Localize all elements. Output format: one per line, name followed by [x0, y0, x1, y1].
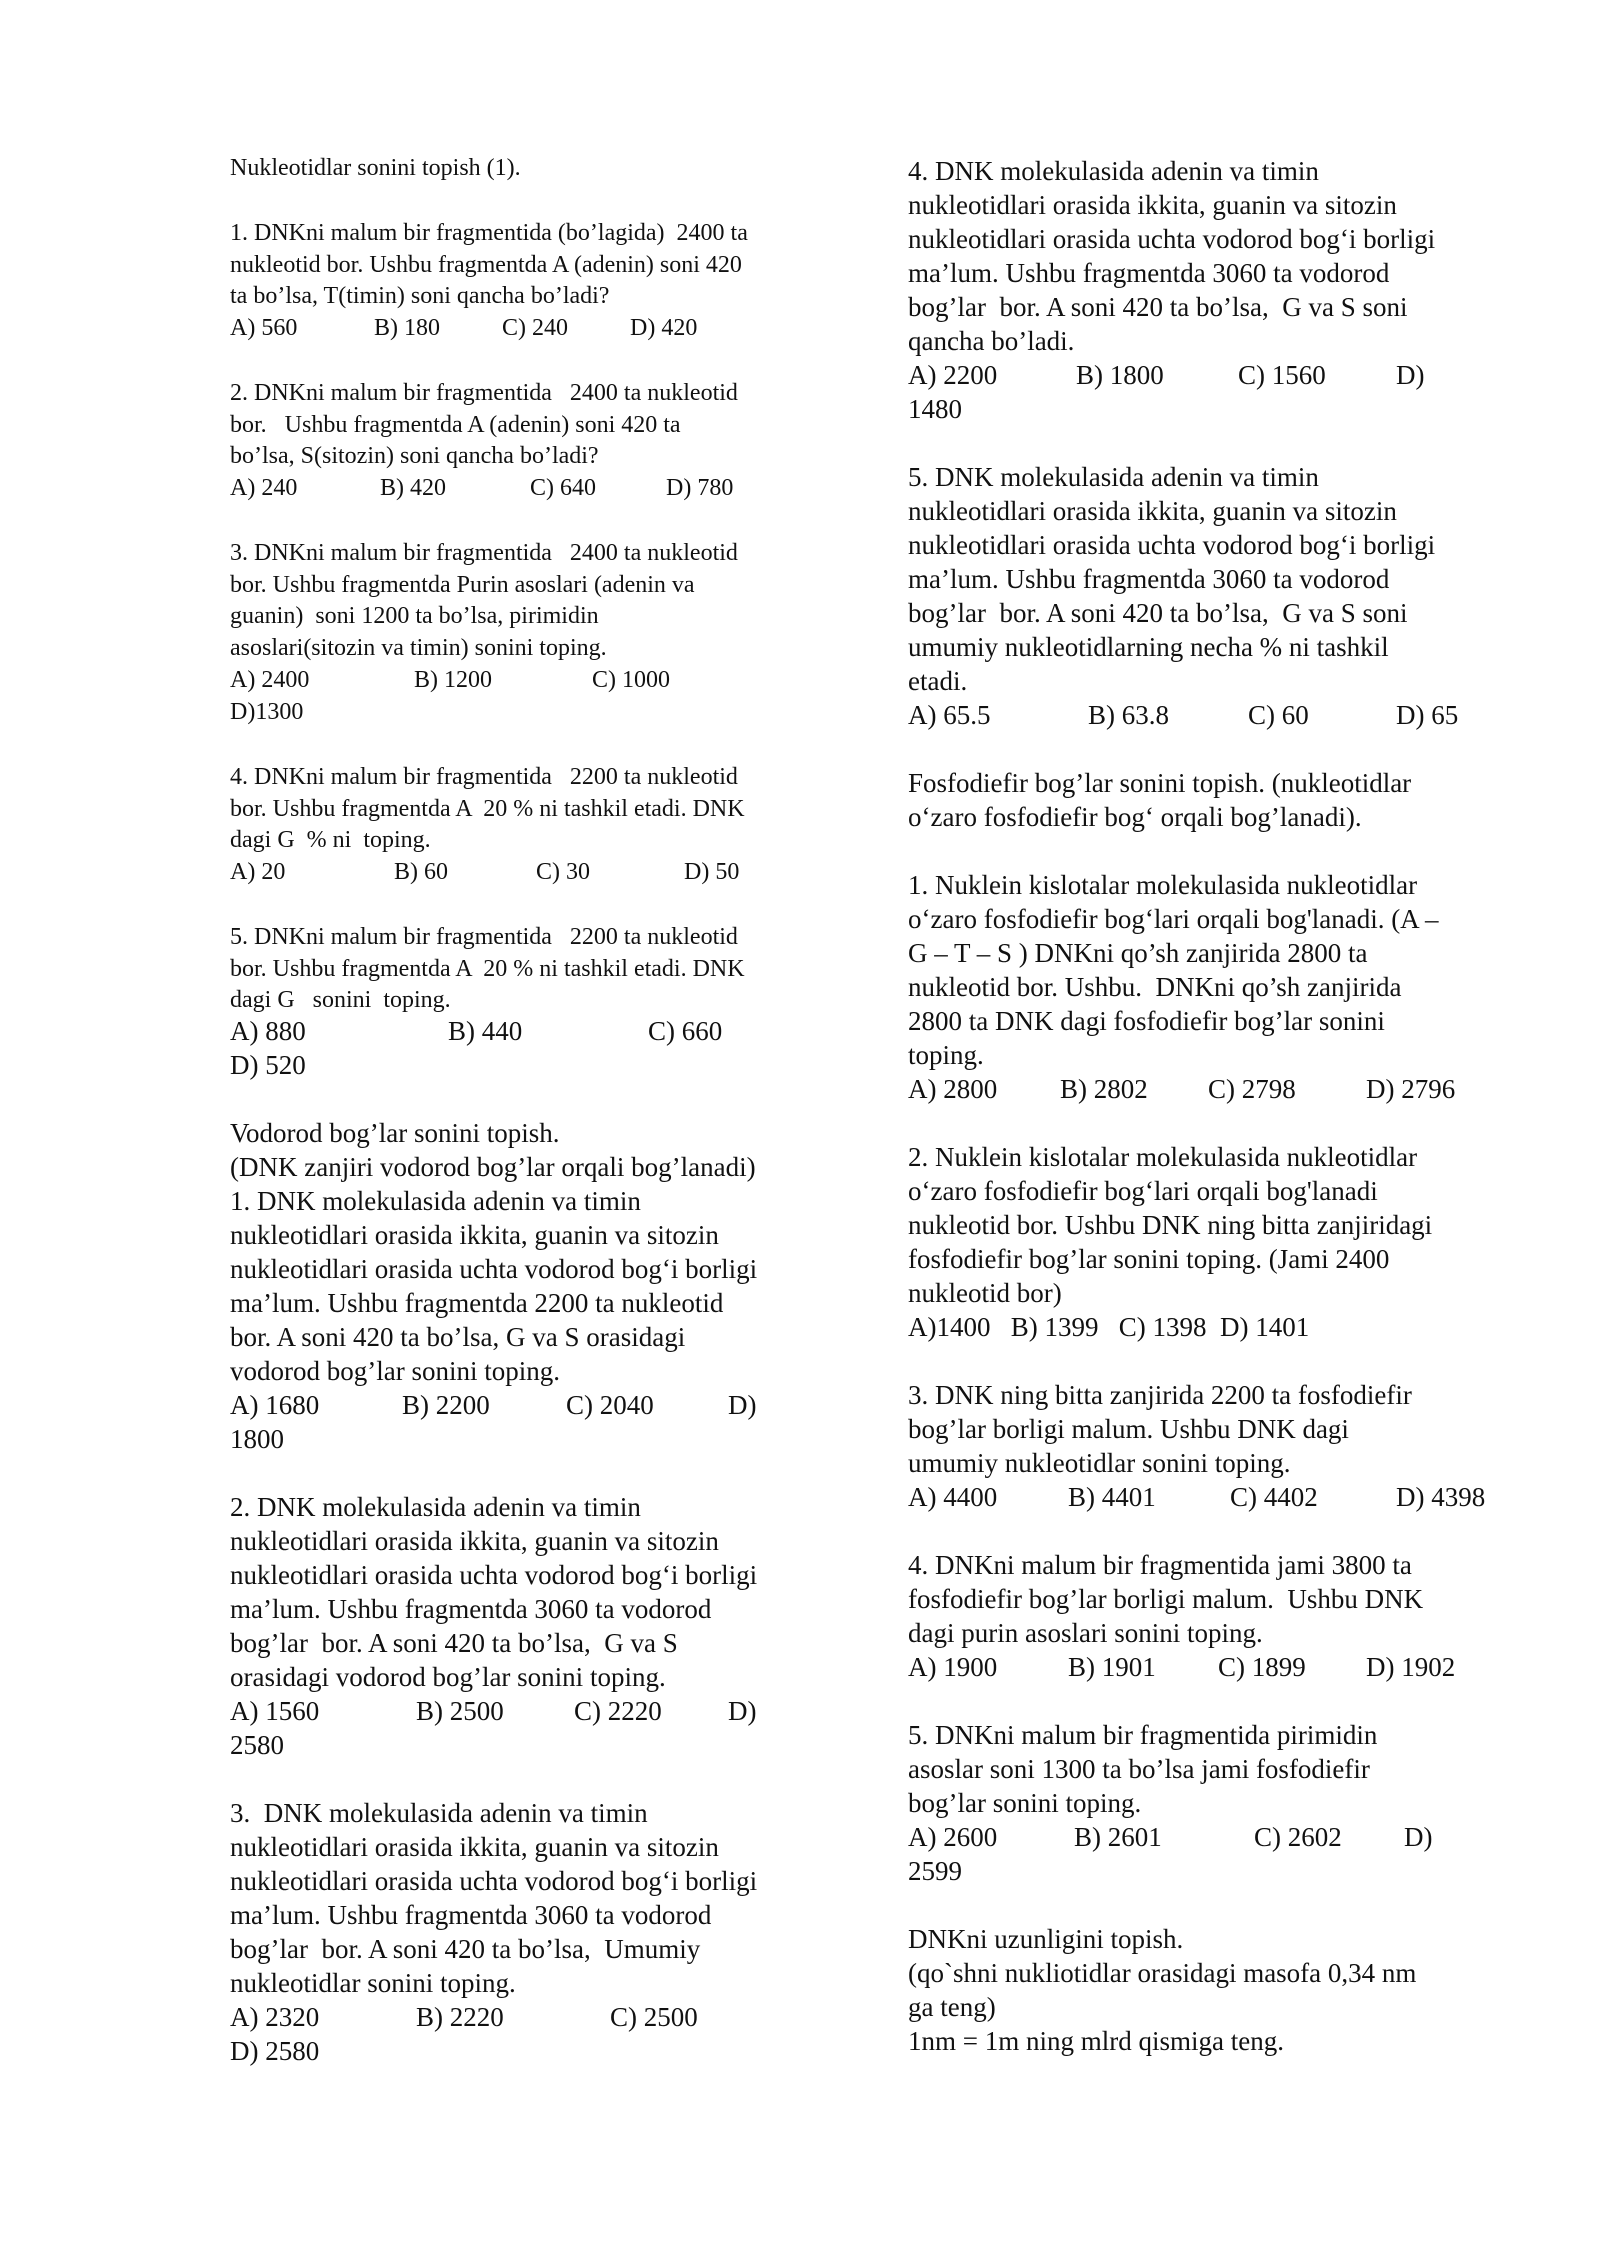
- question-2-text: bor. Ushbu fragmentda A (adenin) soni 420 ta: [230, 412, 681, 438]
- question-3-text: asoslari(sitozin va timin) sonini toping.: [230, 635, 607, 661]
- question-4-text: dagi G % ni toping.: [230, 827, 431, 853]
- hydrogen-question-1-text: nukleotidlari orasida uchta vodorod bog‘i borligi: [230, 1254, 758, 1284]
- answer-option-b: B) 4401: [1068, 1482, 1156, 1512]
- answer-option-b: B) 1200: [414, 667, 492, 693]
- answer-option-d-value: 2599: [908, 1856, 962, 1886]
- answer-option-b: B) 2200: [402, 1390, 490, 1420]
- hydrogen-question-1-text: bor. A soni 420 ta bo’lsa, G va S orasidagi: [230, 1322, 686, 1352]
- hydrogen-question-5-text: umumiy nukleotidlarning necha % ni tashkil: [908, 632, 1389, 662]
- answer-option-d: D) 50: [684, 859, 740, 885]
- question-3-text: guanin) soni 1200 ta bo’lsa, pirimidin: [230, 603, 599, 629]
- phosphodiester-question-1-text: 2800 ta DNK dagi fosfodiefir bog’lar sonini: [908, 1006, 1385, 1036]
- answer-option-b: B) 420: [380, 475, 446, 501]
- answer-option-a: A) 880: [230, 1016, 306, 1046]
- answer-option-a: A) 2400: [230, 667, 310, 693]
- hydrogen-question-2-text: nukleotidlari orasida ikkita, guanin va sitozin: [230, 1526, 719, 1556]
- hydrogen-question-3-text: nukleotidlari orasida ikkita, guanin va sitozin: [230, 1832, 719, 1862]
- answer-option-d: D) 2580: [230, 2036, 320, 2066]
- answer-option-c: C) 2798: [1208, 1074, 1296, 1104]
- answer-option-d: D) 2796: [1366, 1074, 1456, 1104]
- phosphodiester-question-1-text: G – T – S ) DNKni qo’sh zanjirida 2800 ta: [908, 938, 1368, 968]
- answer-option-a: A) 20: [230, 859, 286, 885]
- phosphodiester-question-4-text: 4. DNKni malum bir fragmentida jami 3800 ta: [908, 1550, 1412, 1580]
- answer-option-a: A) 2600: [908, 1822, 998, 1852]
- section-title-dna-length: DNKni uzunligini topish.: [908, 1924, 1184, 1954]
- section-note: 1nm = 1m ning mlrd qismiga teng.: [908, 2026, 1284, 2056]
- phosphodiester-question-2-text: nukleotid bor. Ushbu DNK ning bitta zanjiridagi: [908, 1210, 1433, 1240]
- answer-option-c: C) 2040: [566, 1390, 654, 1420]
- answer-option-c: C) 4402: [1230, 1482, 1318, 1512]
- answer-option-b: B) 2601: [1074, 1822, 1162, 1852]
- hydrogen-question-4-text: nukleotidlari orasida uchta vodorod bog‘i borligi: [908, 224, 1436, 254]
- phosphodiester-question-3-text: umumiy nukleotidlar sonini toping.: [908, 1448, 1291, 1478]
- question-2-text: bo’lsa, S(sitozin) soni qancha bo’ladi?: [230, 443, 599, 469]
- answer-option-d-value: 1480: [908, 394, 962, 424]
- question-3-text: bor. Ushbu fragmentda Purin asoslari (adenin va: [230, 572, 695, 598]
- answer-option-c: C) 2220: [574, 1696, 662, 1726]
- phosphodiester-question-5-text: bog’lar sonini toping.: [908, 1788, 1142, 1818]
- hydrogen-question-2-text: orasidagi vodorod bog’lar sonini toping.: [230, 1662, 666, 1692]
- answer-option-c: C) 2500: [610, 2002, 698, 2032]
- answer-option-b: B) 2802: [1060, 1074, 1148, 1104]
- answer-option-a: A) 4400: [908, 1482, 998, 1512]
- hydrogen-question-1-text: nukleotidlari orasida ikkita, guanin va sitozin: [230, 1220, 719, 1250]
- phosphodiester-question-4-text: fosfodiefir bog’lar borligi malum. Ushbu DNK: [908, 1584, 1424, 1614]
- answer-option-b: B) 180: [374, 315, 440, 341]
- hydrogen-question-3-text: nukleotidlari orasida uchta vodorod bog‘i borligi: [230, 1866, 758, 1896]
- question-4-text: bor. Ushbu fragmentda A 20 % ni tashkil etadi. DNK: [230, 796, 745, 822]
- answer-option-b: B) 1901: [1068, 1652, 1156, 1682]
- hydrogen-question-3-text: nukleotidlar sonini toping.: [230, 1968, 516, 1998]
- answer-option-a: A) 2200: [908, 360, 998, 390]
- section-note: (qo`shni nukliotidlar orasidagi masofa 0,34 nm: [908, 1958, 1417, 1988]
- hydrogen-question-4-text: qancha bo’ladi.: [908, 326, 1075, 356]
- hydrogen-question-5-text: nukleotidlari orasida ikkita, guanin va sitozin: [908, 496, 1397, 526]
- hydrogen-question-2-text: ma’lum. Ushbu fragmentda 3060 ta vodorod: [230, 1594, 712, 1624]
- hydrogen-question-3-text: 3. DNK molekulasida adenin va timin: [230, 1798, 648, 1828]
- hydrogen-question-3-text: bog’lar bor. A soni 420 ta bo’lsa, Umumiy: [230, 1934, 701, 1964]
- answer-option-c: C) 660: [648, 1016, 723, 1046]
- answer-option-c: C) 2602: [1254, 1822, 1342, 1852]
- question-2-text: 2. DNKni malum bir fragmentida 2400 ta nukleotid: [230, 380, 738, 406]
- hydrogen-question-2-text: bog’lar bor. A soni 420 ta bo’lsa, G va S: [230, 1628, 678, 1658]
- section-title-nucleotide-count: Nukleotidlar sonini topish (1).: [230, 155, 521, 181]
- hydrogen-question-4-text: ma’lum. Ushbu fragmentda 3060 ta vodorod: [908, 258, 1390, 288]
- phosphodiester-question-1-text: 1. Nuklein kislotalar molekulasida nukleotidlar: [908, 870, 1418, 900]
- hydrogen-question-3-text: ma’lum. Ushbu fragmentda 3060 ta vodorod: [230, 1900, 712, 1930]
- answer-option-b: B) 60: [394, 859, 448, 885]
- phosphodiester-question-2-text: o‘zaro fosfodiefir bog‘lari orqali bog'lanadi: [908, 1176, 1378, 1206]
- hydrogen-question-2-text: 2. DNK molekulasida adenin va timin: [230, 1492, 641, 1522]
- section-note: ga teng): [908, 1992, 996, 2022]
- section-title-phosphodiester-bonds: Fosfodiefir bog’lar sonini topish. (nukleotidlar: [908, 768, 1412, 798]
- hydrogen-question-5-text: ma’lum. Ushbu fragmentda 3060 ta vodorod: [908, 564, 1390, 594]
- answer-option-d: D) 65: [1396, 700, 1459, 730]
- answer-option-b: B) 2220: [416, 2002, 504, 2032]
- answer-option-a: A) 240: [230, 475, 298, 501]
- section-subtitle: (DNK zanjiri vodorod bog’lar orqali bog’lanadi): [230, 1152, 756, 1182]
- answer-option-c: C) 640: [530, 475, 596, 501]
- question-1-text: ta bo’lsa, T(timin) soni qancha bo’ladi?: [230, 283, 610, 309]
- hydrogen-question-5-text: etadi.: [908, 666, 968, 696]
- section-title-hydrogen-bonds: Vodorod bog’lar sonini topish.: [230, 1118, 560, 1148]
- answer-option-a: A) 1560: [230, 1696, 320, 1726]
- phosphodiester-question-1-text: nukleotid bor. Ushbu. DNKni qo’sh zanjirida: [908, 972, 1402, 1002]
- answer-option-b: B) 2500: [416, 1696, 504, 1726]
- hydrogen-question-1-text: 1. DNK molekulasida adenin va timin: [230, 1186, 641, 1216]
- question-1-text: 1. DNKni malum bir fragmentida (bo’lagida) 2400 ta: [230, 220, 748, 246]
- answer-options-line: A)1400 B) 1399 C) 1398 D) 1401: [908, 1312, 1310, 1342]
- phosphodiester-question-5-text: asoslar soni 1300 ta bo’lsa jami fosfodiefir: [908, 1754, 1370, 1784]
- answer-option-c: C) 240: [502, 315, 568, 341]
- answer-option-d: D) 4398: [1396, 1482, 1486, 1512]
- answer-option-a: A) 1900: [908, 1652, 998, 1682]
- answer-option-a: A) 2800: [908, 1074, 998, 1104]
- answer-option-d: D): [1396, 360, 1425, 390]
- answer-option-a: A) 2320: [230, 2002, 320, 2032]
- hydrogen-question-1-text: ma’lum. Ushbu fragmentda 2200 ta nukleotid: [230, 1288, 724, 1318]
- question-4-text: 4. DNKni malum bir fragmentida 2200 ta nukleotid: [230, 764, 738, 790]
- answer-option-d-value: 1800: [230, 1424, 284, 1454]
- phosphodiester-question-4-text: dagi purin asoslari sonini toping.: [908, 1618, 1263, 1648]
- answer-option-c: C) 1000: [592, 667, 670, 693]
- hydrogen-question-1-text: vodorod bog’lar sonini toping.: [230, 1356, 560, 1386]
- hydrogen-question-5-text: nukleotidlari orasida uchta vodorod bog‘i borligi: [908, 530, 1436, 560]
- hydrogen-question-4-text: bog’lar bor. A soni 420 ta bo’lsa, G va S soni: [908, 292, 1408, 322]
- phosphodiester-question-2-text: 2. Nuklein kislotalar molekulasida nukleotidlar: [908, 1142, 1418, 1172]
- answer-option-d: D) 520: [230, 1050, 306, 1080]
- section-title-phosphodiester-bonds: o‘zaro fosfodiefir bog‘ orqali bog’lanadi).: [908, 802, 1362, 832]
- question-1-text: nukleotid bor. Ushbu fragmentda A (adenin) soni 420: [230, 252, 742, 278]
- answer-option-d: D)1300: [230, 699, 304, 725]
- answer-option-d: D): [728, 1390, 757, 1420]
- answer-option-d: D) 420: [630, 315, 698, 341]
- answer-option-d: D) 780: [666, 475, 734, 501]
- answer-option-c: C) 1560: [1238, 360, 1326, 390]
- phosphodiester-question-3-text: 3. DNK ning bitta zanjirida 2200 ta fosfodiefir: [908, 1380, 1412, 1410]
- answer-option-b: B) 1800: [1076, 360, 1164, 390]
- phosphodiester-question-3-text: bog’lar borligi malum. Ushbu DNK dagi: [908, 1414, 1349, 1444]
- answer-option-a: A) 560: [230, 315, 298, 341]
- hydrogen-question-5-text: bog’lar bor. A soni 420 ta bo’lsa, G va S soni: [908, 598, 1408, 628]
- answer-option-c: C) 30: [536, 859, 590, 885]
- answer-option-d: D): [728, 1696, 757, 1726]
- answer-option-a: A) 1680: [230, 1390, 320, 1420]
- answer-option-b: B) 440: [448, 1016, 523, 1046]
- question-5-text: 5. DNKni malum bir fragmentida 2200 ta nukleotid: [230, 924, 738, 950]
- answer-option-b: B) 63.8: [1088, 700, 1169, 730]
- answer-option-c: C) 60: [1248, 700, 1309, 730]
- answer-option-a: A) 65.5: [908, 700, 991, 730]
- hydrogen-question-5-text: 5. DNK molekulasida adenin va timin: [908, 462, 1319, 492]
- phosphodiester-question-1-text: toping.: [908, 1040, 984, 1070]
- answer-option-c: C) 1899: [1218, 1652, 1306, 1682]
- question-5-text: dagi G sonini toping.: [230, 987, 451, 1013]
- hydrogen-question-4-text: 4. DNK molekulasida adenin va timin: [908, 156, 1319, 186]
- hydrogen-question-2-text: nukleotidlari orasida uchta vodorod bog‘i borligi: [230, 1560, 758, 1590]
- answer-option-d-value: 2580: [230, 1730, 284, 1760]
- question-5-text: bor. Ushbu fragmentda A 20 % ni tashkil etadi. DNK: [230, 956, 745, 982]
- answer-option-d: D) 1902: [1366, 1652, 1456, 1682]
- answer-option-d: D): [1404, 1822, 1433, 1852]
- hydrogen-question-4-text: nukleotidlari orasida ikkita, guanin va sitozin: [908, 190, 1397, 220]
- phosphodiester-question-5-text: 5. DNKni malum bir fragmentida pirimidin: [908, 1720, 1378, 1750]
- phosphodiester-question-2-text: nukleotid bor): [908, 1278, 1062, 1308]
- question-3-text: 3. DNKni malum bir fragmentida 2400 ta nukleotid: [230, 540, 738, 566]
- phosphodiester-question-2-text: fosfodiefir bog’lar sonini toping. (Jami 2400: [908, 1244, 1390, 1274]
- phosphodiester-question-1-text: o‘zaro fosfodiefir bog‘lari orqali bog'lanadi. (A –: [908, 904, 1439, 934]
